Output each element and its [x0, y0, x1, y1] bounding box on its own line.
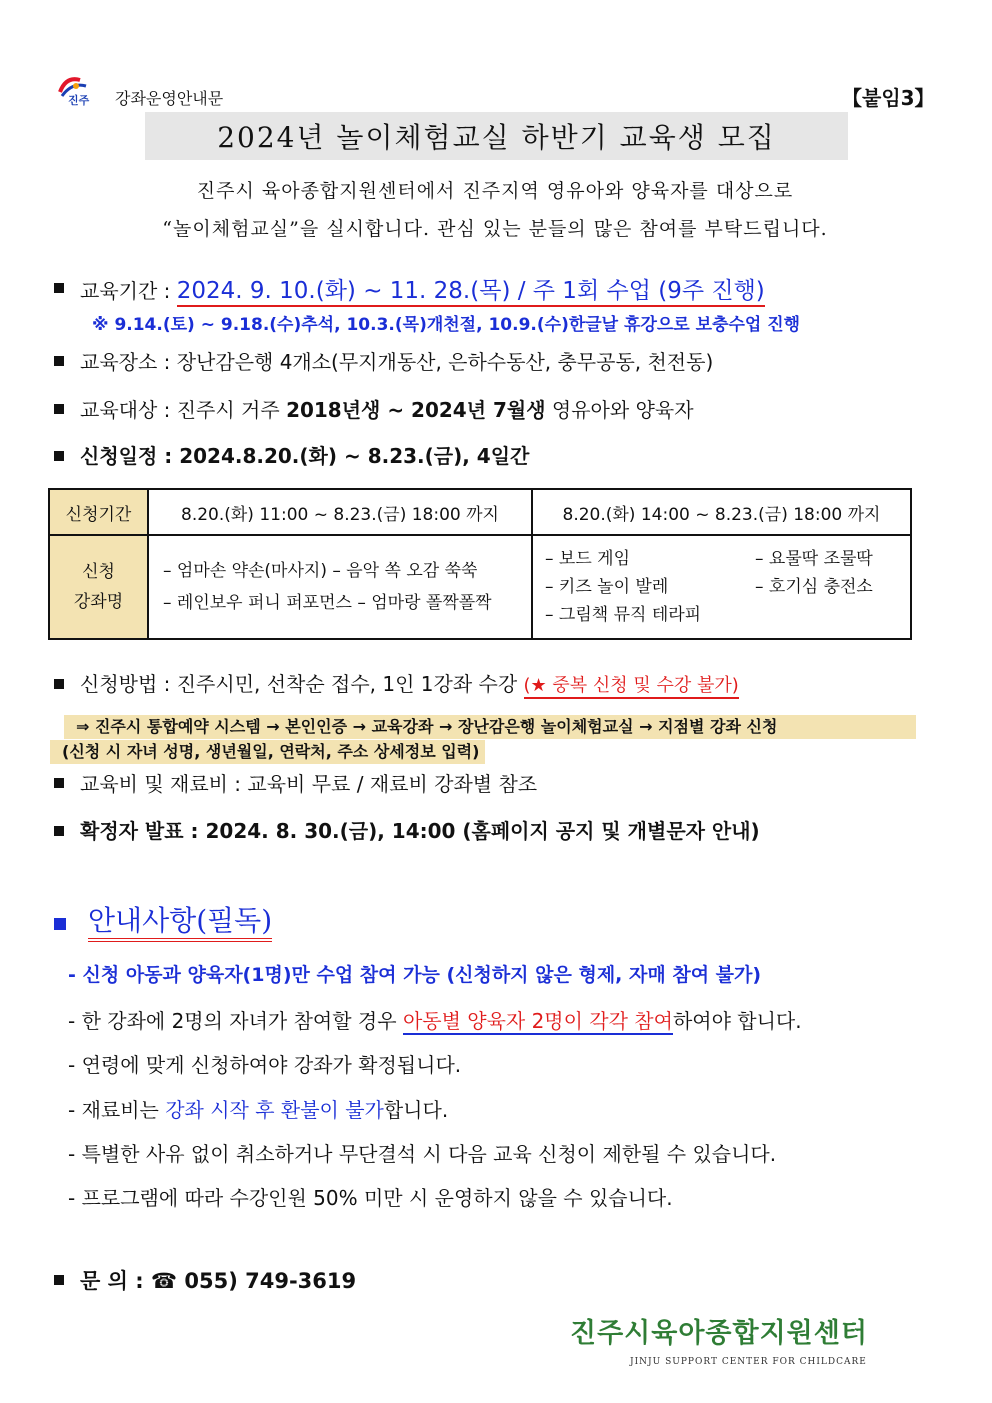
bullet-icon: [54, 679, 64, 689]
course-item: – 그림책 뮤직 테라피: [545, 605, 702, 625]
bullet-icon: [54, 1275, 64, 1285]
intro-line-2: “놀이체험교실”을 실시합니다. 관심 있는 분들의 많은 참여를 부탁드립니다.: [162, 218, 828, 240]
page-title: 2024년 놀이체험교실 하반기 교육생 모집: [217, 121, 776, 154]
course-schedule-table: [48, 488, 912, 640]
period-label: 교육기간 :: [80, 279, 177, 303]
period-value: 2024. 9. 10.(화) ~ 11. 28.(목) / 주 1회 수업 (9주 진행): [177, 278, 765, 307]
attachment-label: 【붙임3】: [842, 86, 935, 110]
target-row: [80, 394, 694, 423]
svg-text:JINJU SUPPORT CENTER FOR CHILD: JINJU SUPPORT CENTER FOR CHILDCARE: [630, 1357, 867, 1367]
period-col2-cell: 8.20.(화) 14:00 ~ 8.23.(금) 18:00 까지: [532, 489, 911, 535]
period-note: ※ 9.14.(토) ~ 9.18.(수)추석, 10.3.(목)개천절, 10.9.(수)한글날 휴강으로 보충수업 진행: [92, 315, 801, 335]
method-detail-bar: (신청 시 자녀 성명, 생년월일, 연락처, 주소 상세정보 입력): [50, 740, 485, 764]
course-item: – 보드 게임: [545, 549, 630, 569]
announce-row: 확정자 발표 : 2024. 8. 30.(금), 14:00 (홈페이지 공지 및 개별문자 안내): [80, 819, 760, 843]
period-header-cell: 신청기간: [49, 489, 148, 535]
notice-item-2-post: 하여야 합니다.: [672, 1009, 802, 1033]
document-category-label: 강좌운영안내문: [115, 89, 224, 108]
course-col2-cell: [532, 535, 911, 639]
contact-phone: ☎ 055) 749-3619: [150, 1269, 357, 1293]
notice-item-2: [68, 1005, 802, 1034]
bullet-icon: [54, 918, 66, 930]
bullet-icon: [54, 451, 64, 461]
course-item: – 요물딱 조물딱: [755, 549, 873, 569]
schedule-row: 신청일정 : 2024.8.20.(화) ~ 8.23.(금), 4일간: [80, 444, 530, 468]
target-age-range: 2018년생 ~ 2024년 7월생: [286, 398, 546, 422]
course-item: – 호기심 충전소: [755, 577, 873, 597]
notice-item-3: - 연령에 맞게 신청하여야 강좌가 확정됩니다.: [68, 1053, 462, 1077]
course-item: – 키즈 놀이 발레: [545, 577, 669, 597]
bullet-icon: [54, 778, 64, 788]
course-item: – 레인보우 퍼니 퍼포먼스 – 엄마랑 폴짝폴짝: [163, 593, 492, 613]
contact-label: 문 의 :: [80, 1269, 151, 1293]
jinju-city-logo: [56, 72, 102, 108]
course-item: – 엄마손 약손(마사지) – 음악 쏙 오감 쑥쑥: [163, 561, 478, 581]
method-text: 신청방법 : 진주시민, 선착순 접수, 1인 1강좌 수강: [80, 672, 524, 696]
bullet-icon: [54, 283, 64, 293]
bullet-icon: [54, 356, 64, 366]
notice-item-4-pre: - 재료비는: [68, 1098, 166, 1122]
table-row: [49, 489, 911, 535]
notice-item-4-highlight: 강좌 시작 후 환불이 불가: [165, 1098, 384, 1122]
svg-text:진주: 진주: [68, 94, 90, 107]
svg-text:진주시육아종합지원센터: 진주시육아종합지원센터: [570, 1318, 868, 1349]
course-header-cell: [49, 535, 148, 639]
notice-item-2-highlight: 아동별 양육자 2명이 각각 참여: [402, 1009, 673, 1033]
notice-item-4: [68, 1094, 448, 1123]
target-label: 교육대상 : 진주시 거주: [80, 398, 287, 422]
bullet-icon: [54, 826, 64, 836]
target-tail: 영유아와 양육자: [545, 398, 694, 422]
fee-row: 교육비 및 재료비 : 교육비 무료 / 재료비 강좌별 참조: [80, 772, 538, 796]
notice-item-5: - 특별한 사유 없이 취소하거나 무단결석 시 다음 교육 신청이 제한될 수 있습니다.: [68, 1142, 777, 1166]
period-col1-cell: 8.20.(화) 11:00 ~ 8.23.(금) 18:00 까지: [148, 489, 532, 535]
method-path-bar: ⇒ 진주시 통합예약 시스템 → 본인인증 → 교육강좌 → 장난감은행 놀이체험교실 → 지점별 강좌 신청: [64, 715, 916, 739]
table-row: [49, 535, 911, 639]
intro-line-1: 진주시 육아종합지원센터에서 진주지역 영유아와 양육자를 대상으로: [196, 180, 794, 202]
center-logo: [568, 1312, 928, 1370]
method-warning: (★ 중복 신청 및 수강 불가): [524, 675, 739, 699]
place-row: 교육장소 : 장난감은행 4개소(무지개동산, 은하수동산, 충무공동, 천전동): [80, 350, 714, 374]
method-row: [80, 668, 739, 697]
notice-item-1: - 신청 아동과 양육자(1명)만 수업 참여 가능 (신청하지 않은 형제, 자매 참여 불가): [68, 964, 762, 986]
notice-item-2-pre: - 한 강좌에 2명의 자녀가 참여할 경우: [68, 1009, 403, 1033]
period-row: [80, 272, 765, 305]
title-banner: [145, 112, 848, 160]
bullet-icon: [54, 404, 64, 414]
course-col1-cell: [148, 535, 532, 639]
course-header-line2: 강좌명: [73, 592, 124, 612]
course-header-line1: 신청: [82, 562, 115, 582]
contact-row: [80, 1265, 356, 1295]
notice-item-6: - 프로그램에 따라 수강인원 50% 미만 시 운영하지 않을 수 있습니다.: [68, 1186, 673, 1210]
notice-item-4-post: 합니다.: [383, 1098, 449, 1122]
notice-heading: 안내사항(필독): [88, 904, 272, 942]
